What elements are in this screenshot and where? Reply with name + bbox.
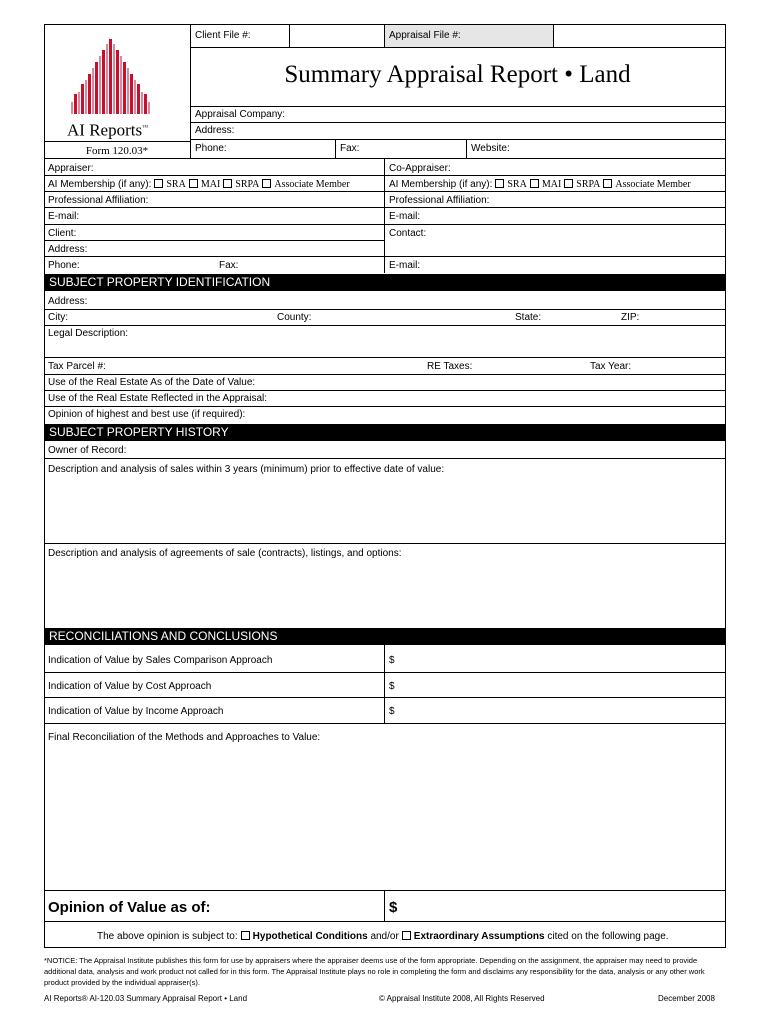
client-phone-label: Phone:	[48, 260, 80, 271]
contact-label: Contact:	[389, 228, 427, 239]
legal-description-field[interactable]	[45, 340, 725, 356]
highest-best-use-label: Opinion of highest and best use (if required):	[48, 409, 246, 420]
use-date-label: Use of the Real Estate As of the Date of Value:	[48, 377, 256, 388]
client-address-label: Address:	[48, 244, 88, 255]
legal-description-label: Legal Description:	[48, 328, 129, 339]
city-label: City:	[48, 312, 68, 323]
tax-year-label: Tax Year:	[590, 361, 632, 372]
income-approach-dollar: $	[389, 706, 395, 717]
sales-history-field[interactable]	[45, 478, 725, 542]
co-membership-row: AI Membership (if any): SRA MAI SRPA Associate Member	[389, 179, 691, 190]
mai-checkbox[interactable]	[189, 179, 198, 188]
subject-to-row: The above opinion is subject to: Hypothetical Conditions and/or Extraordinary Assumptions cited on the following page.	[97, 931, 669, 942]
section-subject-identification: SUBJECT PROPERTY IDENTIFICATION	[44, 274, 726, 291]
co-associate-checkbox[interactable]	[603, 179, 612, 188]
appraisal-file-label: Appraisal File #:	[389, 30, 461, 41]
footer-date: December 2008	[658, 994, 715, 1003]
header-divider	[190, 24, 191, 158]
company-phone-label: Phone:	[195, 143, 227, 154]
subject-address-label: Address:	[48, 296, 88, 307]
appraisal-file-field[interactable]	[554, 25, 724, 46]
footer-left: AI Reports® AI-120.03 Summary Appraisal Report • Land	[44, 994, 248, 1003]
appraisal-company-label: Appraisal Company:	[195, 109, 286, 120]
footer-notice: *NOTICE: The Appraisal Institute publishes this form for use by appraisers where the appraiser deems use of the form appropriate. Depending on the assignment, the appraiser may need to provide additional data, analysis and work product not called for in this form. The Appraisal Institute plays no role in completing the form and disclaims any responsibility for the data, analysis or any other work product provided by the individual appraiser(s).	[44, 956, 705, 987]
form-number: Form 120.03*	[85, 145, 149, 157]
zip-label: ZIP:	[621, 312, 640, 323]
affiliation-label: Professional Affiliation:	[48, 195, 149, 206]
final-reconciliation-field[interactable]	[45, 746, 725, 889]
cost-approach-value-field[interactable]	[400, 673, 724, 697]
opinion-of-value-label: Opinion of Value as of:	[48, 899, 211, 916]
final-reconciliation-label: Final Reconciliation of the Methods and Approaches to Value:	[48, 732, 321, 743]
page-title: Summary Appraisal Report • Land	[284, 61, 631, 88]
sales-comparison-value-field[interactable]	[400, 647, 724, 671]
income-approach-value-field[interactable]	[400, 698, 724, 722]
srpa-checkbox[interactable]	[223, 179, 232, 188]
sra-checkbox[interactable]	[154, 179, 163, 188]
logo-text: AI Reports™	[67, 120, 148, 140]
appraiser-label: Appraiser:	[48, 163, 94, 174]
client-file-label: Client File #:	[195, 30, 251, 41]
cost-approach-label: Indication of Value by Cost Approach	[48, 681, 212, 692]
co-mai-checkbox[interactable]	[530, 179, 539, 188]
co-email-label: E-mail:	[389, 211, 421, 222]
associate-checkbox[interactable]	[262, 179, 271, 188]
hypothetical-checkbox[interactable]	[241, 931, 250, 940]
sales-history-label: Description and analysis of sales within 3 years (minimum) prior to effective date of value:	[48, 464, 445, 475]
company-fax-label: Fax:	[340, 143, 360, 154]
client-email-label: E-mail:	[389, 260, 421, 271]
opinion-of-value-field[interactable]	[402, 892, 724, 920]
owner-of-record-label: Owner of Record:	[48, 445, 127, 456]
section-reconciliations: RECONCILIATIONS AND CONCLUSIONS	[44, 628, 726, 645]
ai-reports-logo-icon	[70, 36, 170, 116]
use-reflected-label: Use of the Real Estate Reflected in the Appraisal:	[48, 393, 268, 404]
state-label: State:	[515, 312, 542, 323]
client-label: Client:	[48, 228, 77, 239]
county-label: County:	[277, 312, 312, 323]
co-affiliation-label: Professional Affiliation:	[389, 195, 490, 206]
footer-copyright: © Appraisal Institute 2008, All Rights Reserved	[379, 994, 545, 1003]
re-taxes-label: RE Taxes:	[427, 361, 473, 372]
client-file-field[interactable]	[290, 25, 383, 46]
agreements-label: Description and analysis of agreements of sale (contracts), listings, and options:	[48, 548, 402, 559]
sales-comparison-label: Indication of Value by Sales Comparison Approach	[48, 655, 273, 666]
company-address-label: Address:	[195, 125, 235, 136]
client-fax-label: Fax:	[219, 260, 239, 271]
appraiser-email-label: E-mail:	[48, 211, 80, 222]
tax-parcel-label: Tax Parcel #:	[48, 361, 106, 372]
sales-comparison-dollar: $	[389, 655, 395, 666]
membership-row: AI Membership (if any): SRA MAI SRPA Associate Member	[48, 179, 350, 190]
co-sra-checkbox[interactable]	[495, 179, 504, 188]
agreements-field[interactable]	[45, 562, 725, 626]
section-property-history: SUBJECT PROPERTY HISTORY	[44, 424, 726, 441]
cost-approach-dollar: $	[389, 681, 395, 692]
extraordinary-checkbox[interactable]	[402, 931, 411, 940]
opinion-of-value-dollar: $	[389, 899, 398, 916]
income-approach-label: Indication of Value by Income Approach	[48, 706, 224, 717]
co-srpa-checkbox[interactable]	[564, 179, 573, 188]
co-appraiser-label: Co-Appraiser:	[389, 163, 451, 174]
company-website-label: Website:	[471, 143, 510, 154]
